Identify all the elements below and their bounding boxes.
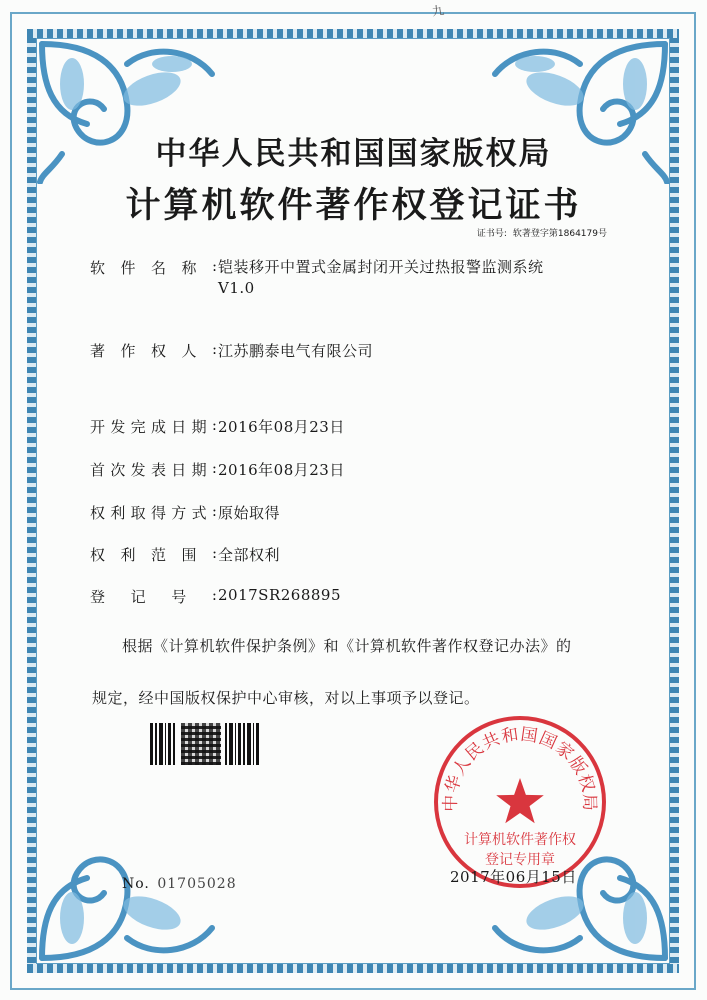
issue-date: 2017年06月15日 bbox=[450, 868, 577, 886]
field-registration-number bbox=[90, 586, 341, 607]
seal-ring-text: 中华人民共和国国家版权局 bbox=[440, 724, 600, 813]
seal-inner-line-2: 登记专用章 bbox=[485, 852, 555, 868]
field-value: 全部权利 bbox=[218, 546, 281, 564]
registration-statement bbox=[92, 620, 632, 724]
barcode bbox=[150, 723, 262, 765]
handwritten-mark: 九 bbox=[431, 3, 446, 19]
field-value bbox=[218, 257, 544, 299]
seal-inner-line-1: 计算机软件著作权 bbox=[464, 832, 576, 848]
qr-code-icon bbox=[181, 723, 221, 765]
field-value: 2016年08月23日 bbox=[218, 418, 345, 436]
serial-number-label: No. bbox=[122, 876, 150, 892]
certificate-number-label: 证书号: bbox=[476, 229, 507, 239]
software-name-line: 铠装移开中置式金属封闭开关过热报警监测系统 bbox=[218, 258, 544, 276]
field-rights-scope bbox=[90, 544, 280, 565]
certificate-title: 计算机软件著作权登记证书 bbox=[125, 186, 582, 226]
field-copyright-owner bbox=[90, 340, 373, 361]
certificate-number bbox=[471, 226, 607, 239]
field-value: 2016年08月23日 bbox=[218, 461, 345, 479]
field-label: 开 发 完 成 日 期 : bbox=[90, 416, 218, 436]
field-label: 著 作 权 人 : bbox=[90, 340, 218, 360]
corner-ornament-icon bbox=[32, 818, 222, 968]
field-completion-date bbox=[90, 416, 345, 437]
statement-line-2: 规定，经中国版权保护中心审核，对以上事项予以登记。 bbox=[92, 689, 480, 707]
field-label: 软 件 名 称 : bbox=[90, 257, 218, 277]
field-acquisition-method bbox=[90, 502, 280, 523]
field-software-name bbox=[90, 257, 544, 299]
certificate-number-value: 软著登字第1864179号 bbox=[512, 229, 607, 239]
serial-number-value: 01705028 bbox=[157, 876, 237, 892]
software-version-line: V1.0 bbox=[218, 279, 255, 297]
seal-star-icon bbox=[496, 778, 544, 823]
issuer-title: 中华人民共和国国家版权局 bbox=[155, 136, 552, 172]
statement-line-1: 根据《计算机软件保护条例》和《计算机软件著作权登记办法》的 bbox=[122, 637, 572, 655]
field-label: 权 利 取 得 方 式 : bbox=[90, 502, 218, 522]
field-value: 原始取得 bbox=[218, 504, 281, 522]
field-label: 首 次 发 表 日 期 : bbox=[90, 459, 218, 479]
serial-number bbox=[122, 876, 237, 892]
official-seal bbox=[430, 712, 610, 892]
field-value: 江苏鹏泰电气有限公司 bbox=[218, 342, 374, 360]
field-publication-date bbox=[90, 459, 345, 480]
field-value: 2017SR268895 bbox=[218, 586, 342, 604]
field-label: 权 利 范 围 : bbox=[90, 544, 218, 564]
field-label: 登 记 号 : bbox=[90, 586, 218, 606]
